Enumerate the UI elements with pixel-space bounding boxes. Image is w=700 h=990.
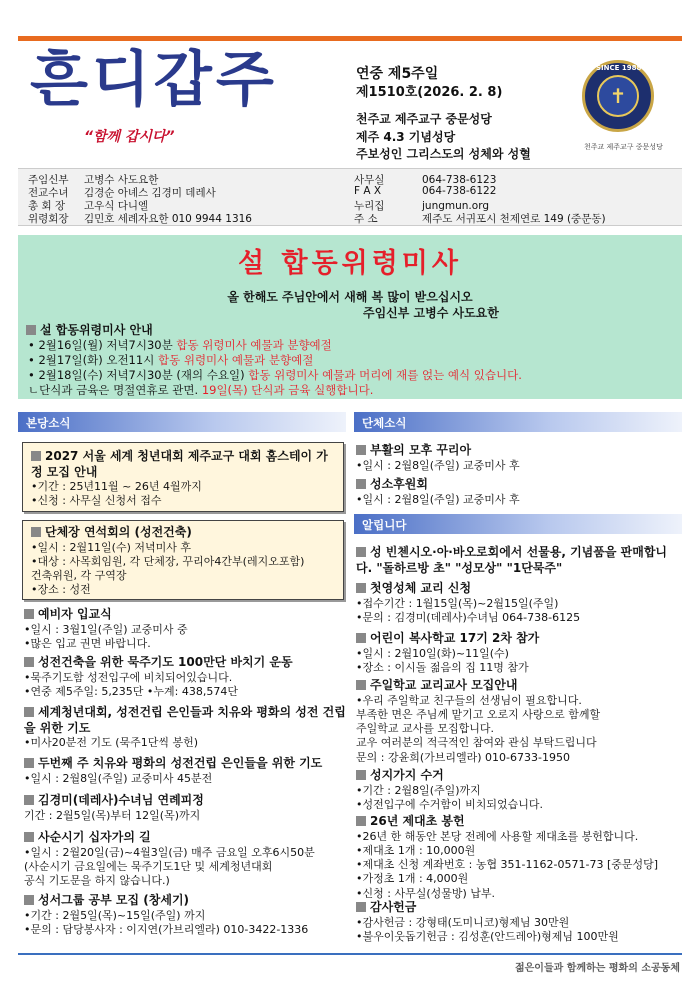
square-bullet-icon bbox=[356, 583, 366, 593]
parish-seal-icon: ✝ bbox=[582, 60, 654, 132]
item-line: •문의 : 김경미(데레사)수녀님 064-738-6125 bbox=[356, 610, 581, 624]
square-bullet-icon bbox=[356, 479, 366, 489]
item-title: 첫영성체 교리 신청 bbox=[356, 581, 680, 597]
banner-greeting: 올 한해도 주님안에서 새해 복 많이 받으십시오 bbox=[227, 290, 473, 304]
item-line: •제대초 1개 : 10,000원 bbox=[356, 843, 476, 857]
item-line: •대상 : 사목회임원, 각 단체장, 꾸리아4간부(레지오포함) bbox=[31, 554, 305, 568]
item-line: •문의 : 담당봉사자 : 이지연(가브리엘라) 010-3422-1336 bbox=[24, 922, 309, 936]
banner-line: • 2월17일(화) 오전11시 합동 위령미사 예물과 분향예절 bbox=[28, 353, 314, 367]
banner-line: • 2월16일(월) 저녁7시30분 합동 위령미사 예물과 분향예절 bbox=[28, 338, 332, 352]
item-line: •연중 제5주일: 5,235단 •누계: 438,574단 bbox=[24, 684, 238, 698]
info-row: 사무실 064-738-6123 bbox=[354, 174, 497, 186]
item-line: •일시 : 2월10일(화)~11일(수) bbox=[356, 646, 509, 660]
list-item bbox=[356, 678, 680, 765]
list-item bbox=[24, 705, 350, 750]
item-title: 26년 제대초 봉헌 bbox=[356, 814, 682, 830]
item-title: 어린이 복사학교 17기 2차 참가 bbox=[356, 631, 680, 647]
item-line: •기간 : 2월8일(주일)까지 bbox=[356, 783, 481, 797]
banner-line: • 2월18일(수) 저녁7시30분 (재의 수요일) 합동 위령미사 예물과 머리에 재를 얹는 예식 있습니다. bbox=[28, 368, 522, 382]
list-item bbox=[24, 893, 346, 937]
item-line: •장소 : 이시돌 젊음의 집 11명 참가 bbox=[356, 660, 529, 674]
square-bullet-icon bbox=[356, 770, 366, 780]
item-title: 예비자 입교식 bbox=[24, 607, 346, 623]
section-header-notices: 알립니다 bbox=[354, 514, 682, 534]
item-title: 성 빈첸시오·아·바오로회에서 선물용, 기념품을 판매합니다. "돌하르방 초" "성모상" "1단묵주" bbox=[356, 545, 668, 575]
footer-divider bbox=[18, 953, 682, 955]
top-accent-bar bbox=[18, 36, 682, 41]
item-title: 성전건축을 위한 묵주기도 100만단 바치기 운동 bbox=[24, 655, 346, 671]
item-title: 김경미(데레사)수녀님 연례피정 bbox=[24, 793, 346, 809]
item-title: 성지가지 수거 bbox=[356, 768, 680, 784]
masthead-slogan: “함께 갑시다” bbox=[84, 129, 175, 145]
list-item bbox=[356, 477, 680, 507]
homestay-box bbox=[22, 442, 344, 512]
item-line: •감사헌금 : 강형태(도미니코)형제님 30만원 bbox=[356, 915, 570, 929]
list-item bbox=[356, 545, 682, 576]
info-row: 누리집 jungmun.org bbox=[354, 200, 489, 212]
parish-line: 천주교 제주교구 중문성당 bbox=[356, 112, 492, 127]
banner-line: ㄴ단식과 금육은 명절연휴로 관면. 19일(목) 단식과 금육 실행합니다. bbox=[28, 383, 374, 397]
info-row: 위령회장 김민호 세례자요한 010 9944 1316 bbox=[28, 213, 252, 225]
square-bullet-icon bbox=[356, 547, 366, 557]
list-item bbox=[356, 900, 680, 944]
item-title: 단체장 연석회의 (성전건축) bbox=[31, 525, 337, 541]
info-row: 주 소 제주도 서귀포시 천제연로 149 (중문동) bbox=[354, 213, 606, 225]
parish-line: 제주 4.3 기념성당 bbox=[356, 129, 456, 144]
item-line: •일시 : 2월8일(주일) 교중미사 후 bbox=[356, 458, 520, 472]
item-line: 문의 : 강윤희(가브리엘라) 010-6733-1950 bbox=[356, 750, 570, 764]
issue-info bbox=[356, 64, 566, 163]
square-bullet-icon bbox=[24, 895, 34, 905]
banner-signature: 주임신부 고병수 사도요한 bbox=[363, 306, 499, 320]
item-line: •제대초 신청 계좌번호 : 농협 351-1162-0571-73 [중문성당] bbox=[356, 858, 659, 872]
item-line: •26년 한 해동안 본당 전례에 사용할 제대초를 봉헌합니다. bbox=[356, 829, 639, 843]
list-item bbox=[356, 443, 680, 473]
parish-info-panel bbox=[18, 168, 682, 226]
list-item bbox=[24, 793, 346, 823]
item-line: 부족한 면은 주님께 맡기고 오로지 사랑으로 함께할 bbox=[356, 707, 601, 721]
item-title: 주일학교 교리교사 모집안내 bbox=[356, 678, 680, 694]
item-line: •접수기간 : 1월15일(목)~2월15일(주일) bbox=[356, 596, 559, 610]
item-title: 성서그룹 공부 모집 (창세기) bbox=[24, 893, 346, 909]
memorial-mass-banner bbox=[18, 235, 682, 399]
issue-number: 제1510호(2026. 2. 8) bbox=[356, 85, 503, 101]
square-bullet-icon bbox=[356, 902, 366, 912]
item-line: 건축위원, 각 구역장 bbox=[31, 569, 127, 583]
item-line: •기간 : 2월5일(목)~15일(주일) 까지 bbox=[24, 908, 206, 922]
parish-line: 주보성인 그리스도의 성체와 성혈 bbox=[356, 146, 531, 161]
item-line: •가정초 1개 : 4,000원 bbox=[356, 872, 469, 886]
square-bullet-icon bbox=[26, 325, 36, 335]
item-title: 사순시기 십자가의 길 bbox=[24, 830, 346, 846]
item-title: 감사헌금 bbox=[356, 900, 680, 916]
item-line: •일시 : 3월1일(주일) 교중미사 중 bbox=[24, 622, 188, 636]
item-line: •일시 : 2월11일(수) 저녁미사 후 bbox=[31, 540, 192, 554]
square-bullet-icon bbox=[24, 707, 34, 717]
item-line: •불우이웃돕기헌금 : 김성훈(안드레아)형제님 100만원 bbox=[356, 929, 619, 943]
liturgical-week: 연중 제5주일 bbox=[356, 66, 439, 82]
list-item bbox=[24, 607, 346, 651]
square-bullet-icon bbox=[31, 451, 41, 461]
item-title: 부활의 모후 꾸리아 bbox=[356, 443, 680, 459]
item-line: •묵주기도함 성전입구에 비치되어있습니다. bbox=[24, 670, 233, 684]
item-title: 성소후원회 bbox=[356, 477, 680, 493]
council-meeting-box bbox=[22, 520, 344, 600]
square-bullet-icon bbox=[356, 445, 366, 455]
square-bullet-icon bbox=[24, 609, 34, 619]
item-line: •일시 : 2월8일(주일) 교중미사 후 bbox=[356, 492, 520, 506]
square-bullet-icon bbox=[24, 657, 34, 667]
item-line: 교우 여러분의 적극적인 참여와 관심 부탁드립니다 bbox=[356, 736, 597, 750]
square-bullet-icon bbox=[24, 832, 34, 842]
list-item bbox=[356, 581, 680, 625]
list-item bbox=[24, 830, 346, 888]
item-line: •일시 : 2월8일(주일) 교중미사 45분전 bbox=[24, 771, 213, 785]
item-title: 세계청년대회, 성전건립 은인들과 치유와 평화의 성전 건립을 위한 기도 bbox=[24, 705, 346, 735]
list-item bbox=[24, 655, 346, 699]
item-line: 주일학교 교사를 모집합니다. bbox=[356, 722, 495, 736]
square-bullet-icon bbox=[24, 795, 34, 805]
section-header-parish-news: 본당소식 bbox=[18, 412, 346, 432]
item-line: •성전입구에 수거함이 비치되었습니다. bbox=[356, 797, 543, 811]
info-row: 전교수녀 김경순 아녜스 김경미 데레사 bbox=[28, 187, 216, 199]
footer-motto: 젊은이들과 함께하는 평화의 소공동체 bbox=[514, 963, 680, 974]
item-line: 공식 기도문을 하지 않습니다.) bbox=[24, 874, 170, 888]
item-line: (사순시기 금요일에는 묵주기도1단 및 세계청년대회 bbox=[24, 859, 273, 873]
square-bullet-icon bbox=[24, 758, 34, 768]
list-item bbox=[356, 631, 680, 675]
info-row: F A X 064-738-6122 bbox=[354, 185, 497, 197]
list-item bbox=[24, 756, 350, 786]
council-item bbox=[31, 525, 337, 598]
item-line: 기간 : 2월5일(목)부터 12일(목)까지 bbox=[24, 808, 201, 822]
info-row: 주임신부 고병수 사도요한 bbox=[28, 174, 159, 186]
item-line: •신청 : 사무실(성물방) 납부. bbox=[356, 886, 496, 900]
item-line: •기간 : 25년11월 ~ 26년 4월까지 bbox=[31, 480, 202, 494]
item-title: 2027 서울 세계 청년대회 제주교구 대회 홈스테이 가정 모집 안내 bbox=[31, 449, 328, 479]
item-title: 두번째 주 치유와 평화의 성전건립 은인들을 위한 기도 bbox=[24, 756, 350, 772]
homestay-item bbox=[31, 449, 337, 509]
banner-title: 설 합동위령미사 bbox=[238, 248, 462, 279]
list-item bbox=[356, 814, 682, 901]
list-item bbox=[356, 768, 680, 812]
item-line: •일시 : 2월20일(금)~4월3일(금) 매주 금요일 오후6시50분 bbox=[24, 845, 315, 859]
section-header-group-news: 단체소식 bbox=[354, 412, 682, 432]
seal-caption: 천주교 제주교구 중문성당 bbox=[584, 143, 663, 151]
item-line: •우리 주일학교 친구들의 선생님이 필요합니다. bbox=[356, 693, 582, 707]
item-line: •많은 입교 권면 바랍니다. bbox=[24, 636, 151, 650]
info-row: 총 회 장 고우식 다니엘 bbox=[28, 200, 149, 212]
square-bullet-icon bbox=[31, 527, 41, 537]
square-bullet-icon bbox=[356, 633, 366, 643]
item-line: •장소 : 성전 bbox=[31, 583, 91, 597]
item-line: •미사20분전 기도 (묵주1단씩 봉헌) bbox=[24, 736, 199, 750]
seal-since: SINCE 1988 bbox=[596, 64, 642, 72]
square-bullet-icon bbox=[356, 816, 366, 826]
masthead-logo: 흔디갑주 bbox=[30, 45, 278, 115]
item-line: •신청 : 사무실 신청서 접수 bbox=[31, 494, 162, 508]
square-bullet-icon bbox=[356, 680, 366, 690]
banner-subtitle: 설 합동위령미사 안내 bbox=[26, 321, 153, 338]
